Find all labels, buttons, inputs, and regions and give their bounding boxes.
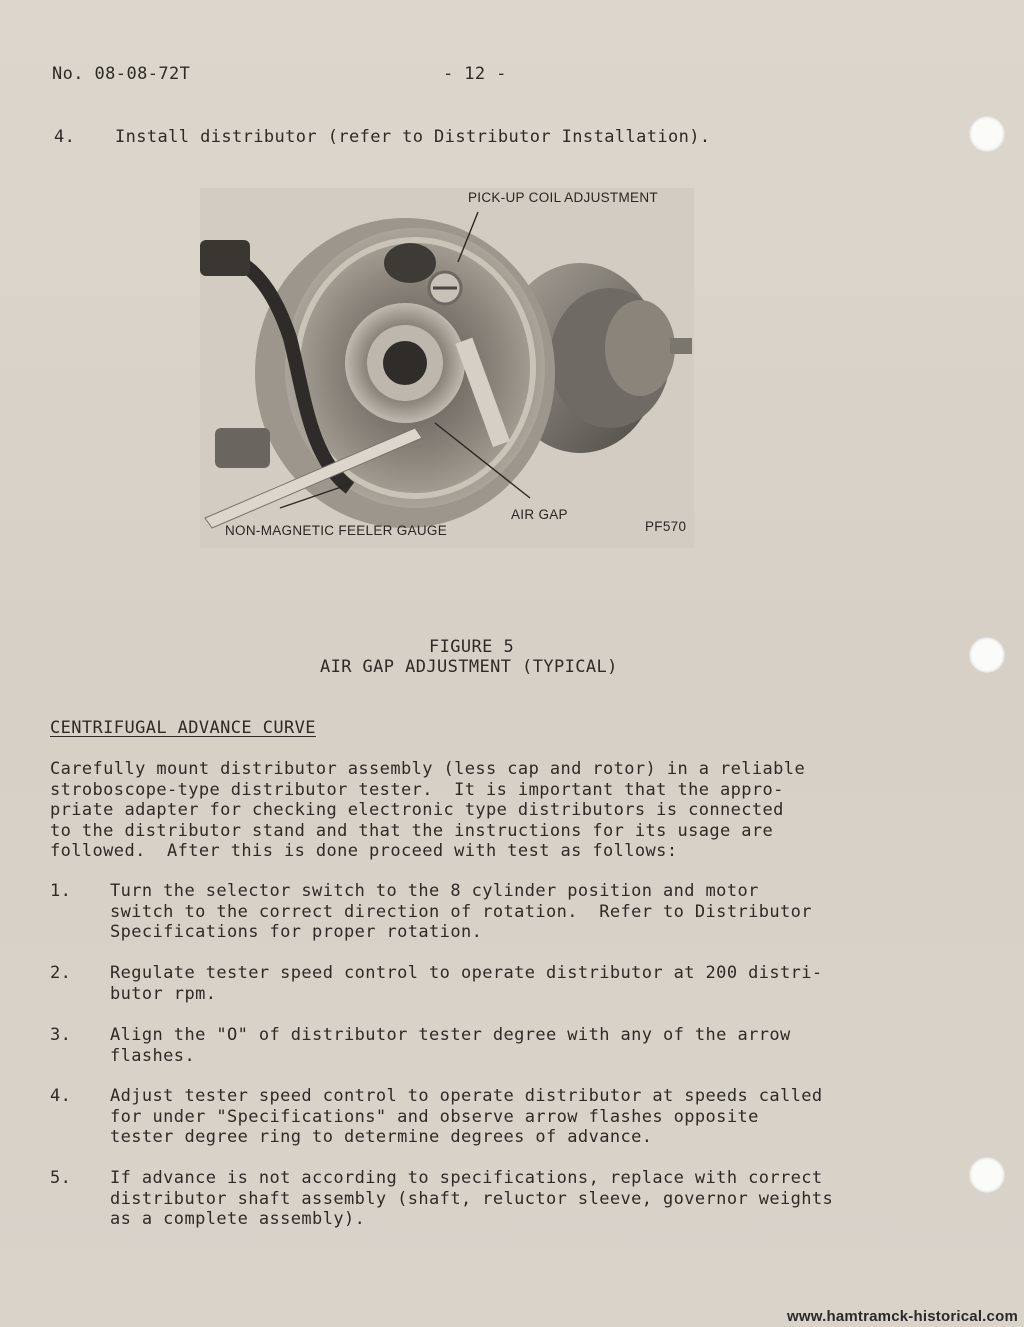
step-text xyxy=(110,1086,823,1148)
step-number: 1. xyxy=(50,881,72,901)
list-item xyxy=(0,1086,1024,1148)
section-heading: CENTRIFUGAL ADVANCE CURVE xyxy=(50,718,316,738)
install-step-text: Install distributor (refer to Distributor Installation). xyxy=(115,127,711,147)
step-text xyxy=(110,1168,833,1230)
step-line: Specifications for proper rotation. xyxy=(110,922,483,942)
step-line: Align the "O" of distributor tester degree with any of the arrow xyxy=(110,1025,791,1045)
distributor-photo xyxy=(200,188,694,548)
feeler-gauge-label: NON-MAGNETIC FEELER GAUGE xyxy=(225,523,448,538)
step-line: butor rpm. xyxy=(110,983,217,1004)
step-line: Regulate tester speed control to operate distributor at 200 distri- xyxy=(110,963,823,983)
list-item xyxy=(0,1025,1024,1067)
step-line: distributor shaft assembly (shaft, reluctor sleeve, governor weights xyxy=(110,1188,834,1209)
document-number: No. 08-08-72T xyxy=(52,64,191,84)
binder-hole-middle xyxy=(969,637,1005,673)
intro-line: to the distributor stand and that the instructions for its usage are xyxy=(50,820,774,841)
pickup-coil-adjustment-label: PICK-UP COIL ADJUSTMENT xyxy=(468,190,658,205)
step-text xyxy=(110,963,823,1004)
step-text xyxy=(110,881,812,943)
install-step-number: 4. xyxy=(54,127,76,147)
step-number: 2. xyxy=(50,963,72,983)
step-text xyxy=(110,1025,791,1066)
intro-line: priate adapter for checking electronic type distributors is connected xyxy=(50,800,784,820)
binder-hole-top xyxy=(969,116,1005,152)
list-item xyxy=(0,963,1024,1005)
step-number: 5. xyxy=(50,1168,72,1188)
intro-line: followed. After this is done proceed with test as follows: xyxy=(50,841,678,861)
step-line: as a complete assembly). xyxy=(110,1209,366,1229)
step-line: tester degree ring to determine degrees of advance. xyxy=(110,1127,653,1147)
website-watermark: www.hamtramck-historical.com xyxy=(787,1308,1018,1325)
step-line: switch to the correct direction of rotation. Refer to Distributor xyxy=(110,901,812,922)
figure-caption: AIR GAP ADJUSTMENT (TYPICAL) xyxy=(320,657,618,677)
step-number: 4. xyxy=(50,1086,72,1106)
step-line: Turn the selector switch to the 8 cylinder position and motor xyxy=(110,881,759,901)
figure-number: FIGURE 5 xyxy=(429,637,515,657)
intro-line: stroboscope-type distributor tester. It is important that the appro- xyxy=(50,779,784,800)
list-item xyxy=(0,881,1024,943)
step-line: flashes. xyxy=(110,1045,196,1066)
step-line: for under "Specifications" and observe arrow flashes opposite xyxy=(110,1106,759,1127)
air-gap-label: AIR GAP xyxy=(511,507,568,522)
list-item xyxy=(0,1168,1024,1230)
intro-line: Carefully mount distributor assembly (less cap and rotor) in a reliable xyxy=(50,759,806,779)
page-number: - 12 - xyxy=(443,64,507,84)
step-line: Adjust tester speed control to operate distributor at speeds called xyxy=(110,1086,823,1106)
distributor-illustration xyxy=(200,188,694,548)
figure-code-label: PF570 xyxy=(645,519,687,534)
step-number: 3. xyxy=(50,1025,72,1045)
step-line: If advance is not according to specifications, replace with correct xyxy=(110,1168,823,1188)
intro-paragraph xyxy=(50,759,805,862)
